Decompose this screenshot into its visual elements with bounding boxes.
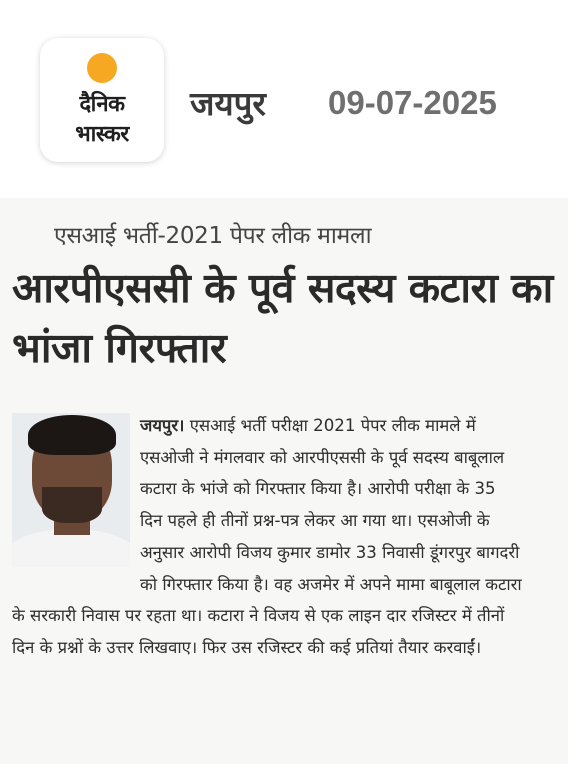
photo-hair: [28, 415, 116, 455]
dainik-bhaskar-logo: [40, 38, 164, 162]
photo-beard: [42, 487, 102, 523]
edition-date: 09-07-2025: [328, 84, 497, 121]
accused-photo: [12, 413, 130, 567]
logo-text-line1: दैनिक: [79, 92, 125, 117]
sun-icon: [87, 53, 117, 83]
edition-city: जयपुर: [190, 84, 266, 123]
article-kicker: एसआई भर्ती-2021 पेपर लीक मामला: [54, 223, 372, 249]
article-headline: आरपीएससी के पूर्व सदस्य कटारा का भांजा गिरफ्तार: [12, 264, 553, 372]
logo-text-line2: भास्कर: [75, 122, 129, 147]
article-body-text: एसआई भर्ती परीक्षा 2021 पेपर लीक मामले में एसओजी ने मंगलवार को आरपीएससी के पूर्व सदस्य बाबूलाल कटारा के भांजे को गिरफ्तार किया है। आरोपी परीक्षा के 35 दिन पहले ही तीनों प्रश्न-पत्र लेकर आ गया था। एसओजी के अनुसार आरोपी विजय कुमार डामोर 33 निवासी डूंगरपुर बागदरी को गिरफ्तार किया है। वह अजमेर में अपने मामा बाबूलाल कटारा के सरकारी निवास पर रहता था। कटारा ने विजय से एक लाइन दार रजिस्टर में तीनों दिन के प्रश्नों के उत्तर लिखवाए। फिर उस रजिस्टर की कई प्रतियां तैयार करवाईं।: [12, 416, 522, 657]
article-body: [12, 410, 522, 664]
article-byline: जयपुर।: [140, 416, 185, 435]
